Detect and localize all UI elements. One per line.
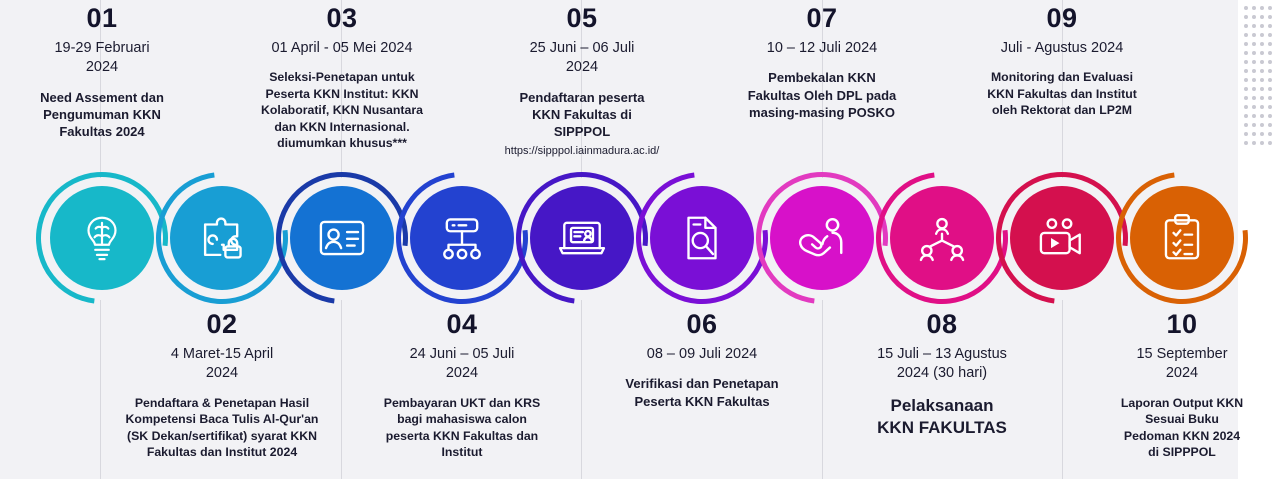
dot: [1260, 105, 1264, 109]
timeline-node-04: [410, 186, 514, 290]
dot: [1244, 132, 1248, 136]
dot: [1252, 15, 1256, 19]
timeline-entry-06: [584, 310, 820, 410]
dot: [1268, 105, 1272, 109]
dot: [1244, 114, 1248, 118]
timeline-entry-03: [224, 4, 460, 152]
dot: [1268, 96, 1272, 100]
step-date: 15 Juli – 13 Agustus 2024 (30 hari): [877, 346, 1007, 382]
dot: [1252, 96, 1256, 100]
dot: [1252, 51, 1256, 55]
step-description: Monitoring dan Evaluasi KKN Fakultas dan Institut oleh Rektorat dan LP2M: [987, 70, 1137, 118]
timeline-node-09: [1010, 186, 1114, 290]
step-number: 09: [1046, 3, 1078, 33]
timeline-node-07: [770, 186, 874, 290]
step-url[interactable]: https://sipppol.iainmadura.ac.id/: [504, 144, 660, 157]
timeline-entry-08: [824, 310, 1060, 439]
dot: [1268, 24, 1272, 28]
dot: [1252, 141, 1256, 145]
step-description: Pendaftaran peserta KKN Fakultas di SIPPPOL: [519, 89, 645, 140]
step-description: Pendaftara & Penetapan Hasil Kompetensi Baca Tulis Al-Qur'an (SK Dekan/sertifikat) syarat KKN Fakultas dan Institut 2024: [125, 395, 319, 459]
dot: [1268, 51, 1272, 55]
step-number: 07: [806, 3, 838, 33]
step-number: 08: [926, 309, 958, 339]
step-description: Verifikasi dan Penetapan Peserta KKN Fakultas: [625, 376, 779, 409]
dot: [1244, 42, 1248, 46]
dot: [1244, 78, 1248, 82]
step-description: Need Assement dan Pengumuman KKN Fakultas 2024: [40, 89, 164, 140]
step-number: 05: [566, 3, 598, 33]
step-number: 10: [1166, 309, 1198, 339]
timeline-node-06: [650, 186, 754, 290]
step-number: 01: [86, 3, 118, 33]
dot: [1268, 78, 1272, 82]
step-description: Pembayaran UKT dan KRS bagi mahasiswa calon peserta KKN Fakultas dan Institut: [383, 395, 541, 459]
dot: [1244, 15, 1248, 19]
timeline-node-10: [1130, 186, 1234, 290]
dot: [1252, 69, 1256, 73]
step-number: 06: [686, 309, 718, 339]
step-description: Pembekalan KKN Fakultas Oleh DPL pada masing-masing POSKO: [747, 70, 897, 121]
dot: [1244, 105, 1248, 109]
dot: [1268, 69, 1272, 73]
video-camera-icon: [1010, 186, 1114, 290]
step-date: 24 Juni – 05 Juli 2024: [409, 346, 515, 382]
column-separator: [341, 300, 342, 479]
puzzle-lock-icon: [170, 186, 274, 290]
hand-person-icon: [770, 186, 874, 290]
dot: [1268, 60, 1272, 64]
dot: [1252, 78, 1256, 82]
timeline-entry-07: [704, 4, 940, 122]
network-nodes-icon: [410, 186, 514, 290]
step-number: 04: [446, 309, 478, 339]
laptop-register-icon: [530, 186, 634, 290]
timeline-entry-01: [0, 4, 220, 141]
people-network-icon: [890, 186, 994, 290]
timeline-nodes: [0, 186, 1238, 290]
dot: [1252, 42, 1256, 46]
dot: [1252, 105, 1256, 109]
dot: [1260, 132, 1264, 136]
dot: [1260, 123, 1264, 127]
dot: [1244, 51, 1248, 55]
dot: [1244, 96, 1248, 100]
timeline-node-03: [290, 186, 394, 290]
dot: [1260, 33, 1264, 37]
dot: [1260, 60, 1264, 64]
dot: [1260, 15, 1264, 19]
step-date: 25 Juni – 06 Juli 2024: [529, 40, 635, 76]
step-description: Seleksi-Penetapan untuk Peserta KKN Institut: KKN Kolaboratif, KKN Nusantara dan KKN Internasional. diumumkan khusus***: [261, 70, 423, 151]
dot: [1260, 114, 1264, 118]
dot: [1252, 132, 1256, 136]
dot: [1244, 6, 1248, 10]
dot: [1268, 42, 1272, 46]
timeline-node-02: [170, 186, 274, 290]
step-date: 19-29 Februari 2024: [54, 40, 150, 76]
clipboard-check-icon: [1130, 186, 1234, 290]
dot: [1252, 33, 1256, 37]
dot: [1268, 15, 1272, 19]
column-separator: [100, 300, 101, 479]
dot: [1260, 6, 1264, 10]
step-date: 08 – 09 Juli 2024: [646, 346, 758, 363]
dot: [1268, 123, 1272, 127]
timeline-node-05: [530, 186, 634, 290]
dot: [1244, 87, 1248, 91]
step-date: 01 April - 05 Mei 2024: [271, 40, 413, 57]
dot: [1244, 24, 1248, 28]
timeline-entry-09: [944, 4, 1180, 119]
dot: [1268, 114, 1272, 118]
dot: [1244, 141, 1248, 145]
column-separator: [822, 300, 823, 479]
column-separator: [1062, 300, 1063, 479]
timeline-node-08: [890, 186, 994, 290]
dot: [1260, 51, 1264, 55]
dot: [1252, 24, 1256, 28]
step-description: Laporan Output KKN Sesuai Buku Pedoman KKN 2024 di SIPPPOL: [1120, 395, 1244, 459]
dot: [1260, 24, 1264, 28]
brain-bulb-icon: [50, 186, 154, 290]
timeline-entry-04: [344, 310, 580, 460]
dot: [1260, 69, 1264, 73]
dot: [1260, 141, 1264, 145]
id-card-icon: [290, 186, 394, 290]
timeline-entry-05: [464, 4, 700, 158]
dot: [1268, 6, 1272, 10]
step-number: 02: [206, 309, 238, 339]
dot: [1268, 132, 1272, 136]
timeline-entry-02: [104, 310, 340, 460]
step-date: 10 – 12 Juli 2024: [766, 40, 878, 57]
dot: [1252, 87, 1256, 91]
dot: [1260, 78, 1264, 82]
dot: [1244, 33, 1248, 37]
dot: [1260, 96, 1264, 100]
dot: [1252, 60, 1256, 64]
dot: [1268, 141, 1272, 145]
dot: [1260, 42, 1264, 46]
dot: [1252, 6, 1256, 10]
step-description: Pelaksanaan KKN FAKULTAS: [877, 395, 1007, 437]
document-search-icon: [650, 186, 754, 290]
dot: [1244, 123, 1248, 127]
dot: [1260, 87, 1264, 91]
step-number: 03: [326, 3, 358, 33]
timeline-entry-10: [1064, 310, 1280, 460]
step-date: 4 Maret-15 April 2024: [170, 346, 274, 382]
step-date: Juli - Agustus 2024: [1000, 40, 1124, 57]
dot: [1252, 114, 1256, 118]
step-date: 15 September 2024: [1136, 346, 1228, 382]
dot: [1268, 87, 1272, 91]
dot: [1252, 123, 1256, 127]
dot: [1244, 69, 1248, 73]
dot: [1244, 60, 1248, 64]
timeline-node-01: [50, 186, 154, 290]
column-separator: [581, 300, 582, 479]
dot-grid-decoration: [1244, 6, 1272, 156]
dot: [1268, 33, 1272, 37]
